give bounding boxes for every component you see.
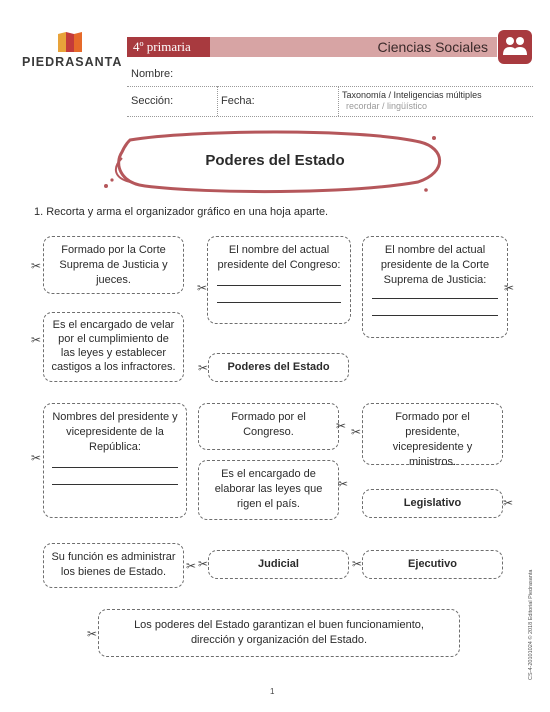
card-legislativo [362,489,503,518]
subject-label: Ciencias Sociales [377,39,488,55]
brand-name: PIEDRASANTA [22,55,123,69]
answer-line [372,298,498,299]
card-formado-congreso [198,403,339,450]
answer-line [52,467,178,468]
answer-line [217,302,341,303]
grade-label: 4º primaria [127,37,210,57]
scissors-icon: ✂ [336,419,347,433]
page-number: 1 [270,687,275,696]
answer-line [372,315,498,316]
card-formado-presidente [362,403,503,468]
card-encargado-leyes [43,312,184,382]
books-logo-icon [56,30,86,54]
copyright-note: CS-4-20101024 © 2018 Editorial Piedrasanta [528,569,534,680]
divider [338,86,339,116]
scissors-icon: ✂ [31,451,42,465]
divider [217,86,218,116]
scissors-icon: ✂ [186,559,197,573]
scissors-icon: ✂ [31,259,42,273]
section-field-line [127,116,533,117]
scissors-icon: ✂ [198,557,209,571]
scissors-icon: ✂ [87,627,98,641]
card-judicial [208,550,349,579]
card-nombres-presidente [43,403,187,518]
closing-text: Los poderes del Estado garantizan el buen funcionamiento, dirección y organización del Estado. [134,619,424,646]
scissors-icon: ✂ [198,361,209,375]
taxonomy-detail: recordar / lingüístico [346,101,428,111]
page-title: Poderes del Estado [205,152,345,169]
card-text: Formado por la Corte Suprema de Justicia y jueces. [59,244,168,286]
section-field-label: Sección: [131,95,174,107]
card-text: Nombres del presidente y vicepresidente de la República: [52,411,178,453]
people-icon [498,30,532,64]
scissors-icon: ✂ [504,281,515,295]
scissors-icon: ✂ [338,477,349,491]
card-ejecutivo [362,550,503,579]
card-text: El nombre del actual presidente del Congreso: [217,244,341,271]
scissors-icon: ✂ [352,557,363,571]
card-corte-presidente [362,236,508,338]
scissors-icon: ✂ [351,425,362,439]
card-text: Formado por el presidente, vicepresidente y ministros. [392,411,473,468]
answer-line [217,285,341,286]
card-congreso-presidente [207,236,351,324]
scissors-icon: ✂ [503,496,514,510]
card-corte [43,236,184,294]
name-field-line [127,86,533,87]
card-text: Legislativo [403,497,462,509]
name-field-label: Nombre: [131,68,174,80]
card-text: Poderes del Estado [227,361,330,373]
date-field-label: Fecha: [221,95,255,107]
scissors-icon: ✂ [197,281,208,295]
card-text: El nombre del actual presidente de la Corte Suprema de Justicia: [380,244,490,286]
taxonomy-label: Taxonomía / Inteligencias múltiples [342,90,482,100]
card-text: Su función es administrar los bienes de Estado. [51,551,176,578]
card-text: Judicial [258,558,299,570]
card-text: Es el encargado de elaborar las leyes que rigen el país. [214,468,323,510]
card-text: Es el encargado de velar por el cumplimiento de las leyes y establecer castigos a los infractores. [51,319,176,373]
closing-statement [98,609,460,657]
card-text: Ejecutivo [408,558,457,570]
card-elaborar-leyes [198,460,339,520]
card-text: Formado por el Congreso. [231,411,306,438]
card-administrar [43,543,184,588]
answer-line [52,484,178,485]
instruction-text: 1. Recorta y arma el organizador gráfico en una hoja aparte. [34,206,329,218]
card-poderes [208,353,349,382]
scissors-icon: ✂ [31,333,42,347]
